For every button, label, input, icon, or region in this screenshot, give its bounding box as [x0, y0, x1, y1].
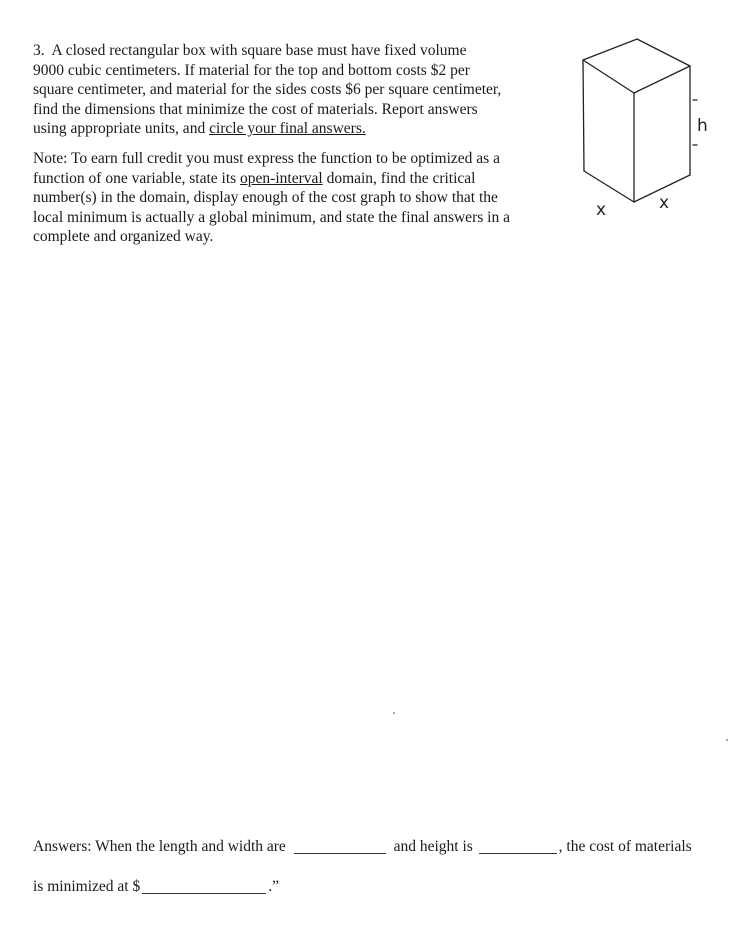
answers-suffix: , the cost of materials [558, 838, 692, 855]
problem-statement [33, 41, 553, 247]
note-line-5: complete and organized way. [33, 228, 214, 246]
answers-line-1 [33, 838, 692, 856]
answers-mid: and height is [393, 838, 473, 855]
note-line-1: Note: To earn full credit you must express the function to be optimized as a [33, 149, 500, 167]
problem-line-1: 3. A closed rectangular box with square base must have fixed volume [33, 42, 467, 59]
note-line-4: local minimum is actually a global minimum, and state the final answers in a [33, 208, 510, 226]
note-line-3: number(s) in the domain, display enough of the cost graph to show that the [33, 189, 498, 207]
scan-speck [726, 739, 728, 741]
box-drawing [570, 30, 720, 225]
problem-line-5: using appropriate units, and circle your final answers. [33, 120, 366, 138]
problem-line-3: square centimeter, and material for the sides costs $6 per square centimeter, [33, 81, 502, 99]
answers-line2-prefix: is minimized at $ [33, 878, 141, 895]
answers-line-2 [33, 878, 279, 896]
box-diagram [570, 30, 720, 225]
open-interval-term: open-interval [240, 169, 323, 187]
label-x-right: x [659, 193, 670, 213]
note-line-2: function of one variable, state its open-interval domain, find the critical [33, 169, 476, 187]
problem-line-2: 9000 cubic centimeters. If material for the top and bottom costs $2 per [33, 61, 470, 79]
box-top-face [583, 39, 690, 93]
length-width-blank[interactable] [294, 839, 386, 854]
answers-prefix: Answers: When the length and width are [33, 838, 286, 855]
scan-speck [393, 712, 395, 714]
circle-instruction: circle your final answers. [209, 120, 366, 138]
problem-line-4: find the dimensions that minimize the cost of materials. Report answers [33, 100, 478, 118]
box-bottom-left-edge [584, 171, 634, 202]
problem-paragraph [33, 41, 553, 139]
note-paragraph [33, 149, 553, 247]
problem-number: 3. [33, 42, 45, 59]
height-blank[interactable] [479, 839, 557, 854]
box-left-edge [583, 60, 584, 171]
answers-line2-suffix: .” [268, 878, 279, 895]
label-x-left: x [596, 200, 607, 220]
label-h: h [697, 116, 708, 136]
cost-blank[interactable] [142, 879, 266, 894]
